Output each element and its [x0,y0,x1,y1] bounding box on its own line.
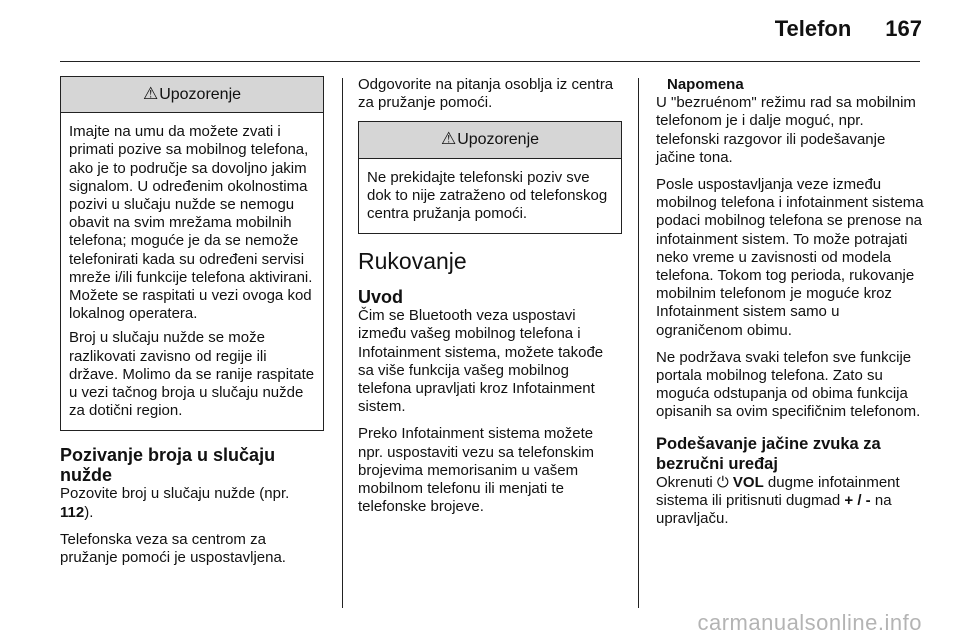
vol-label: VOL [732,473,764,491]
warning-header [61,77,323,113]
paragraph-phone-numbers: Preko Infotainment sistema možete npr. uspostaviti vezu sa telefonskim brojevima memorisanim u vašem mobilnom telefonu ili menjati te telefonske brojeve. [358,425,594,516]
paragraph-phone-support: Ne podržava svaki telefon sve funkcije portala mobilnog telefona. Zato su moguća odstupanja od obima funkcija opisanih sa ovim specifičnim telefonom. [656,348,921,421]
warning-paragraph-2: Broj u slučaju nužde se može razlikovati zavisno od regije ili države. Molimo da se ranije raspitate u vezi tačnog broja u slučaju nužde za dotični region. [69,329,315,420]
column-2 [358,76,622,525]
warning-box-call [358,121,622,234]
paragraph-answer-questions: Odgovorite na pitanja osoblja iz centra za pružanje pomoći. [358,76,614,112]
heading-emergency-call: Pozivanje broja u slučaju nužde [60,445,276,486]
note-title: Napomena [667,76,744,93]
column-divider-1 [342,78,343,608]
warning-triangle-icon: ⚠ [440,129,457,149]
watermark: carmanualsonline.info [697,610,922,635]
warning-header [359,122,621,158]
paragraph-data-transfer: Posle uspostavljanja veze između mobilnog telefona i infotainment sistema podaci mobilnog telefona se prenose na infotainment sistem. To može potrajati neko vreme u zavisnosti od modela telefona. Tokom tog perioda, rukovanje mobilnim telefonom je moguće kroz Infotainment sistem samo u ograničenom obimu. [656,176,924,339]
page-header [775,16,922,42]
text-fragment: Pozovite broj u slučaju nužde (npr. [60,485,290,503]
warning-paragraph-1: Ne prekidajte telefonski poziv sve dok to nije zatraženo od telefonskog centra pružanja pomoći. [367,168,608,223]
text-fragment: Okrenuti [656,473,717,491]
column-divider-2 [638,78,639,608]
warning-paragraph-1: Imajte na umu da možete zvati i primati pozive sa mobilnog telefona, ako je to područje sa dovoljno jakim signalom. U određenim okolnostima pozivi u slučaju nužde se nemogu obavit na svim mrežama mobilnih telefona; moguće je da se nemože telefonirati kada su određeni servisi mreže i/ili funkcije telefona aktivirani. Možete se raspitati u vezi ovoga kod lokalnog operatera. [69,123,313,323]
paragraph-volume-control [656,474,924,529]
warning-body [61,113,323,430]
text-fragment: ). [84,503,94,521]
warning-title: Upozorenje [159,86,242,103]
plus-minus-label: + / - [844,491,871,509]
paragraph-bluetooth: Čim se Bluetooth veza uspostavi između vašeg mobilnog telefona i Infotainment sistema, možete takođe sa više funkcija vašeg mobilnog telefona upravljati kroz Infotainment sistem. [358,307,604,416]
column-1 [60,76,324,576]
warning-triangle-icon: ⚠ [142,84,159,103]
note-body: U "bezruénom" režimu rad sa mobilnim telefonom je i dalje moguć, npr. telefonski razgovor ili podešavanje jačine tona. [656,94,916,166]
section-title: Telefon [774,16,852,41]
text-fragment: dugme infotainment sistema ili pritisnuti dugmad [656,473,900,509]
power-knob-icon: ⏻ [716,473,733,491]
paragraph-emergency-number [60,485,324,521]
text-fragment: na upravljaču. [656,491,892,528]
warning-title: Upozorenje [457,131,540,149]
emergency-number: 112 [60,503,85,521]
heading-intro: Uvod [358,287,403,308]
heading-handsfree-volume: Podešavanje jačine zvuka za bezručni uređaj [656,434,881,473]
warning-box-emergency [60,76,324,431]
header-rule [60,61,920,62]
heading-operation: Rukovanje [358,248,467,275]
paragraph-connection-established: Telefonska veza sa centrom za pružanje pomoći je uspostavljena. [60,530,286,567]
page-number: 167 [885,16,922,41]
warning-body [359,159,621,234]
column-3 [656,76,924,537]
